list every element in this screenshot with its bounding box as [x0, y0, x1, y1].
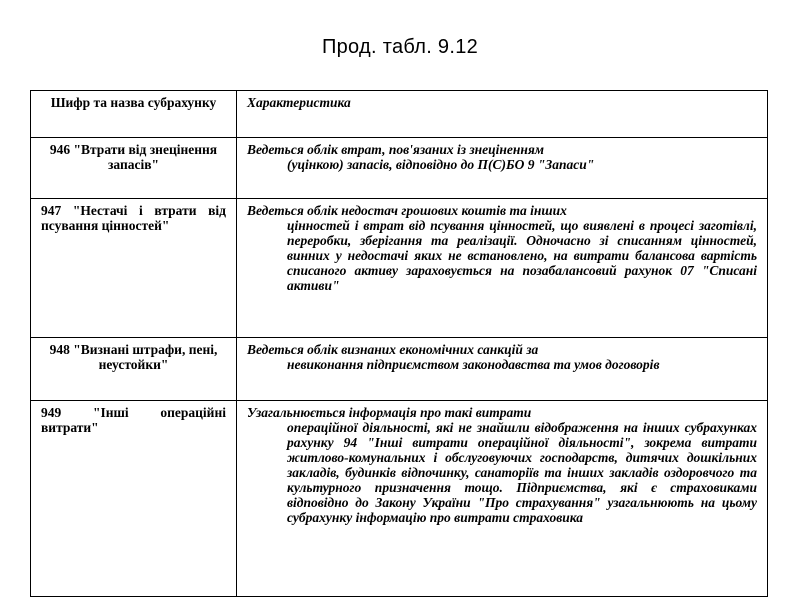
description-body: невиконання підприємством законодавства та умов договорів	[287, 357, 660, 372]
subaccount-description	[237, 199, 768, 338]
table-header-row	[31, 91, 768, 138]
accounts-table	[30, 90, 768, 597]
table-row	[31, 338, 768, 401]
table-row	[31, 138, 768, 199]
table-row	[31, 199, 768, 338]
description-first-line: Ведеться облік визнаних економічних санкцій за	[247, 342, 539, 357]
subaccount-description	[237, 401, 768, 597]
description-body: операційної діяльності, які не знайшли відображення на інших субрахунках рахунку 94 "Інші витрати операційної діяльності", зокрема витрати житлово-комунальних і обслуговуючих господарств, дитячих дошкільних закладів, будинків відпочинку, санаторіїв та інших закладів оздоровчого та культурного призначення тощо. Підприємства, які є страховиками відповідно до Закону України "Про страхування" узагальнюють на цьому субрахунку інформацію про витрати страховика	[287, 420, 757, 525]
description-body: (уцінкою) запасів, відповідно до П(С)БО 9 "Запаси"	[287, 157, 595, 172]
table-row	[31, 401, 768, 597]
table-caption: Прод. табл. 9.12	[321, 36, 479, 58]
description-body: цінностей і втрат від псування цінностей, що виявлені в процесі заготівлі, переробки, зберігання та реалізації. Одночасно зі списанням цінностей, винних у недостачі яких не встановлено, на витрати балансова вартість списаного активу зараховується на позабалансовий рахунок 07 "Списані активи"	[287, 218, 757, 293]
subaccount-code: 949 "Інші операційні витрати"	[31, 401, 237, 597]
description-first-line: Ведеться облік втрат, пов'язаних із знеціненням	[247, 142, 545, 157]
subaccount-description	[237, 338, 768, 401]
description-first-line: Узагальнюється інформація про такі витрати	[247, 405, 532, 420]
header-characteristic: Характеристика	[237, 91, 768, 138]
description-first-line: Ведеться облік недостач грошових коштів та інших	[247, 203, 567, 218]
subaccount-code: 948 "Визнані штрафи, пені, неустойки"	[31, 338, 237, 401]
subaccount-code: 947 "Нестачі і втрати від псування цінностей"	[31, 199, 237, 338]
header-code-name: Шифр та назва субрахунку	[31, 91, 237, 138]
subaccount-code: 946 "Втрати від знецінення запасів"	[31, 138, 237, 199]
subaccount-description	[237, 138, 768, 199]
